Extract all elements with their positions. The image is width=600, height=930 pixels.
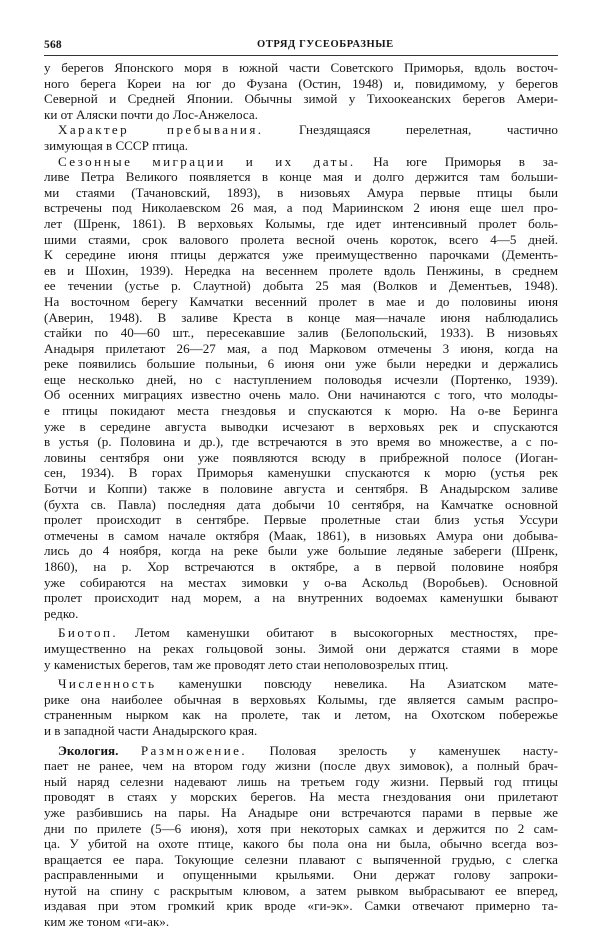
text-line: и в западной части Анадырского края. [44, 722, 258, 738]
text-line: 1860), на р. Хор встречаются в октябре, а в первой половине ноября [44, 559, 558, 574]
text-line: Биотоп. Летом каменушки обитают в высокогорных местностях, пре- [58, 625, 558, 641]
paragraph [44, 60, 558, 122]
text-line: рике она наиболее обычная в верховьях Колымы, где является самым распро- [44, 691, 558, 707]
text-line: пролет происходит над морем, а на внутренних водоемах каменушки бывают [44, 590, 558, 606]
text-line: издавая при этом громкий крик вроде «ги-эк». Самки отвечают примерно та- [44, 898, 558, 914]
text-line: расправленными и опущенными крыльями. Они держат голову запроки- [44, 867, 558, 883]
text-line: Анадыря прилетают 26—27 мая, а под Марковом отмечены 3 июня, когда на [44, 340, 558, 356]
text-line: ее течении (устье р. Слаутной) добыта 25 мая (Волков и Дементьев, 1948). [44, 278, 558, 294]
paragraph [44, 154, 558, 622]
text-line: нутой на спину с раскрытым клювом, а затем рывком выбрасывают ее вперед, [44, 882, 558, 898]
text-line: лет (Шренк, 1861). В верховьях Колымы, где идет интенсивный пролет боль- [44, 215, 558, 231]
text-line: дни по прилете (5—6 июня), хотя при некоторых самках и держится по 2 сам- [44, 820, 558, 836]
text-line: проводят в стаях у морских берегов. На места гнездования они прилетают [44, 789, 558, 805]
text-line: сен, 1934). В горах Приморья каменушки спускаются к морю (устья рек [44, 465, 558, 481]
paragraph [44, 122, 558, 153]
text-line: ловины сентября они уже появляются всюду в прибрежной полосе (Иоган- [44, 449, 558, 465]
text-line: имущественно на реках гольцовой зоны. Зимой они держатся стаями в море [44, 640, 558, 656]
text-line: шими стаями, срок валового пролета весной очень короток, всего 4—5 дней. [44, 231, 558, 247]
text-line: Численность каменушки повсюду невелика. На Азиатском мате- [58, 676, 558, 692]
text-line: Ботчи и Коппи) также в половине августа и сентября. В Анадырском заливе [44, 481, 558, 497]
section-heading: Биотоп. [58, 625, 119, 641]
text-line: Северной и Средней Японии. Обычны зимой у Тихоокеанских берегов Амери- [44, 91, 558, 107]
text-line: пролет происходит в сентябре. Первые пролетные стаи близ устья Уссури [44, 512, 558, 528]
text-line: еще несколько дней, но с наступлением половодья исчезли (Портенко, 1939). [44, 371, 558, 387]
page-header [44, 39, 558, 54]
section-heading: Сезонные миграции и их даты. [58, 153, 356, 169]
text-line: встречены под Николаевском 26 мая, а под Мариинском 2 июня еще шел про- [44, 200, 558, 216]
text-line: Об осенних миграциях известно очень мало. Они начинаются с того, что молоды- [44, 387, 558, 403]
text-line: (бухта св. Павла) последняя дата добычи 10 сентября, на Камчатке основной [44, 496, 558, 512]
text-line: е птицы покидают места гнездовья и спускаются к морю. На о-ве Беринга [44, 403, 558, 419]
text-line: вращается ее пара. Токующие селезни плавают с выпяченной грудью, с слегка [44, 851, 558, 867]
book-page [44, 0, 558, 930]
page-number: 568 [44, 39, 62, 51]
text-line: стайки по 40—60 шт., пересекавшие залив (Белопольский, 1933). В низовьях [44, 325, 558, 341]
text-line: реке появились большие полыньи, 6 июня они уже были нередки и держались [44, 356, 558, 372]
section-heading: Размножение. [140, 742, 248, 758]
text-line: уже собираются на местах зимовки у о-ва Аскольд (Воробьев). Основной [44, 574, 558, 590]
running-title: ОТРЯД ГУСЕОБРАЗНЫЕ [257, 39, 394, 50]
paragraph [44, 743, 558, 930]
section-label: Экология. [58, 742, 119, 758]
text-line: Характер пребывания. Гнездящаяся перелетная, частично [58, 122, 558, 138]
text-line: в устья (р. Половина и др.), где встречаются в это время во множестве, а с по- [44, 434, 558, 450]
text-line: Сезонные миграции и их даты. На юге Приморья в за- [58, 153, 558, 169]
section-heading: Характер пребывания. [58, 122, 264, 138]
paragraph [44, 676, 558, 738]
text-line: ливе Петра Великого появляется в конце мая и долго держится там больши- [44, 169, 558, 185]
body-text [44, 60, 558, 930]
text-line: ев и Шохин, 1939). Нередка на весеннем пролете вдоль Пенжины, в среднем [44, 262, 558, 278]
text-line: пает не ранее, чем на втором году жизни (после двух зимовок), а полный брач- [44, 758, 558, 774]
text-line: Экология. Размножение. Половая зрелость у каменушек насту- [58, 742, 558, 758]
section-heading: Численность [58, 676, 157, 692]
text-line: ки от Аляски почти до Лос-Анжелоса. [44, 106, 258, 122]
text-line: зимующая в СССР птица. [44, 137, 189, 153]
text-line: у каменистых берегов, там же проводят лето стаи неполовозрелых птиц. [44, 656, 449, 672]
text-line: К середине июня птицы держатся уже преимущественно парочками (Дементь- [44, 247, 558, 263]
text-line: На восточном берегу Камчатки весенний пролет в мае и до половины июня [44, 293, 558, 309]
text-line: у берегов Японского моря в южной части Советского Приморья, вдоль восточ- [44, 60, 558, 75]
text-line: редко. [44, 605, 79, 621]
text-line: ного берега Кореи на юг до Фузана (Остин, 1948) и, повидимому, у берегов [44, 75, 558, 91]
text-line: ца. У убитой на охоте птице, какого бы пола она ни была, обычно всегда воз- [44, 836, 558, 852]
paragraph [44, 625, 558, 672]
text-line: ный наряд селезни надевают лишь на третьем году жизни. Первый год птицы [44, 773, 558, 789]
text-line: уже в середине августа выводки исчезают в верховьях рек и спускаются [44, 418, 558, 434]
text-line: лись до 4 ноября, когда на реке были уже большие ледяные забереги (Шренк, [44, 543, 558, 559]
text-line: ми стаями (Тачановский, 1893), в низовьях Амура первые птицы были [44, 184, 558, 200]
text-line: отмечены в самом начале октября (Маак, 1861), в низовьях Амура они добыва- [44, 527, 558, 543]
text-line: уже разбившись на пары. На Анадыре они встречаются парами в первые же [44, 804, 558, 820]
header-rule [44, 55, 558, 56]
text-line: ким же тоном «ги-ак». [44, 914, 170, 930]
text-line: страненным нырком как на пролете, так и летом, на Охотском побережье [44, 707, 558, 723]
text-line: (Аверин, 1948). В заливе Креста в конце мая—начале июня наблюдались [44, 309, 558, 325]
